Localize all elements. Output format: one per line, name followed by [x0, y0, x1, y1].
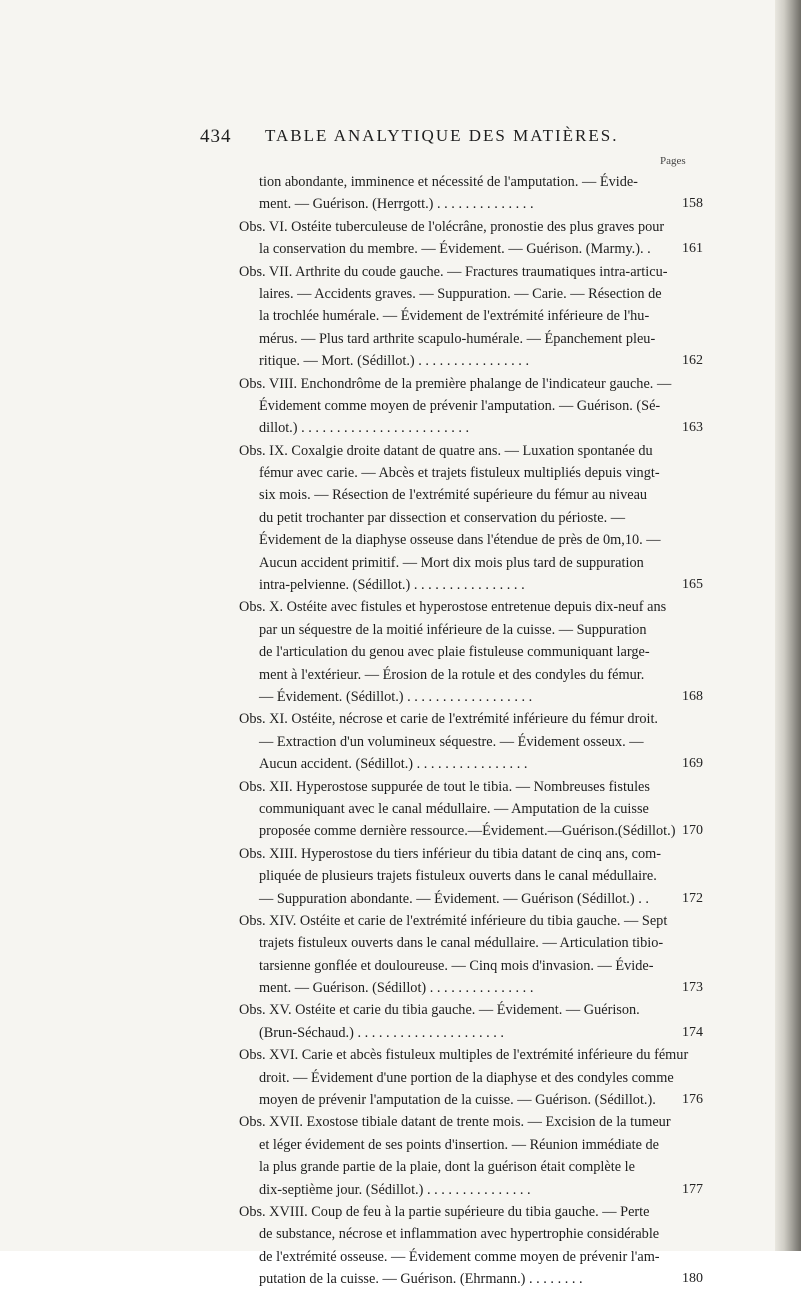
- entry-line: — Extraction d'un volumineux séquestre. — Évidement osseux. —: [259, 733, 644, 750]
- entry-line: laires. — Accidents graves. — Suppuration. — Carie. — Résection de: [259, 285, 662, 302]
- running-title: TABLE ANALYTIQUE DES MATIÈRES.: [265, 126, 619, 145]
- entry-line: la trochlée humérale. — Évidement de l'extrémité inférieure de l'hu-: [259, 308, 650, 325]
- entry-line: ritique. — Mort. (Sédillot.) . . . . . . . . . . . . . . . .: [259, 353, 530, 370]
- entry-line: moyen de prévenir l'amputation de la cuisse. — Guérison. (Sédillot.).: [259, 1092, 656, 1109]
- page-edge-shadow: [775, 0, 801, 1251]
- entry-line: Obs. XIV. Ostéite et carie de l'extrémité inférieure du tibia gauche. — Sept: [239, 912, 668, 929]
- toc-entry: [239, 373, 703, 440]
- entry-line: trajets fistuleux ouverts dans le canal médullaire. — Articulation tibio-: [259, 935, 664, 952]
- page-reference: 158: [682, 196, 703, 212]
- entry-line: et léger évidement de ses points d'insertion. — Réunion immédiate de: [259, 1136, 660, 1153]
- entry-line: dillot.) . . . . . . . . . . . . . . . . . . . . . . . .: [259, 420, 470, 437]
- entry-line: intra-pelvienne. (Sédillot.) . . . . . . . . . . . . . . . .: [259, 577, 525, 594]
- toc-entry: [239, 1201, 703, 1291]
- toc-entry: [239, 440, 703, 597]
- entry-line: droit. — Évidement d'une portion de la diaphyse et des condyles comme: [259, 1069, 674, 1086]
- entry-line: Obs. X. Ostéite avec fistules et hyperostose entretenue depuis dix-neuf ans: [239, 599, 667, 616]
- entry-line: de substance, nécrose et inflammation avec hypertrophie considérable: [259, 1226, 660, 1243]
- page-reference: 180: [682, 1271, 703, 1287]
- entry-line: — Évidement. (Sédillot.) . . . . . . . . . . . . . . . . . .: [259, 688, 533, 705]
- entry-line: Obs. VIII. Enchondrôme de la première phalange de l'indicateur gauche. —: [239, 375, 672, 392]
- entry-line: tion abondante, imminence et nécessité de l'amputation. — Évide-: [259, 174, 638, 190]
- entry-line: ment. — Guérison. (Herrgott.) . . . . . . . . . . . . . .: [259, 196, 534, 213]
- toc-entry: [239, 843, 703, 910]
- entry-line: — Suppuration abondante. — Évidement. — Guérison (Sédillot.) . .: [259, 890, 649, 907]
- entries-list: [239, 171, 703, 1291]
- page-header: [200, 126, 740, 150]
- toc-entry: [239, 261, 703, 373]
- page-reference: 177: [682, 1181, 703, 1197]
- entry-line: Obs. XVIII. Coup de feu à la partie supérieure du tibia gauche. — Perte: [239, 1203, 650, 1220]
- toc-entry: [239, 596, 703, 708]
- entry-line: putation de la cuisse. — Guérison. (Ehrmann.) . . . . . . . .: [259, 1271, 583, 1288]
- entry-line: par un séquestre de la moitié inférieure de la cuisse. — Suppuration: [259, 621, 647, 638]
- entry-line: Aucun accident primitif. — Mort dix mois plus tard de suppuration: [259, 554, 644, 571]
- page-reference: 176: [682, 1092, 703, 1108]
- toc-entry: [239, 776, 703, 843]
- entry-line: mérus. — Plus tard arthrite scapulo-humérale. — Épanchement pleu-: [259, 330, 656, 347]
- toc-entry: [239, 216, 703, 261]
- entry-line: fémur avec carie. — Abcès et trajets fistuleux multipliés depuis vingt-: [259, 465, 660, 482]
- entry-line: Obs. IX. Coxalgie droite datant de quatre ans. — Luxation spontanée du: [239, 442, 653, 459]
- entry-line: ment. — Guérison. (Sédillot) . . . . . . . . . . . . . . .: [259, 980, 534, 997]
- toc-entry: [239, 1111, 703, 1201]
- entry-line: Évidement comme moyen de prévenir l'amputation. — Guérison. (Sé-: [259, 397, 661, 414]
- entry-line: Obs. XIII. Hyperostose du tiers inférieur du tibia datant de cinq ans, com-: [239, 845, 662, 862]
- entry-line: ment à l'extérieur. — Érosion de la rotule et des condyles du fémur.: [259, 666, 645, 683]
- entry-line: Obs. VI. Ostéite tuberculeuse de l'olécrâne, pronostie des plus graves pour: [239, 218, 665, 235]
- toc-entry: [239, 1044, 703, 1111]
- page-reference: 165: [682, 577, 703, 593]
- toc-entry: [239, 708, 703, 775]
- page-reference: 174: [682, 1024, 703, 1040]
- toc-entry: [239, 999, 703, 1044]
- page-reference: 168: [682, 689, 703, 705]
- entry-line: du petit trochanter par dissection et conservation du périoste. —: [259, 509, 626, 526]
- page-reference: 161: [682, 241, 703, 257]
- entry-line: six mois. — Résection de l'extrémité supérieure du fémur au niveau: [259, 487, 648, 504]
- page-reference: 162: [682, 353, 703, 369]
- entry-line: Obs. XI. Ostéite, nécrose et carie de l'extrémité inférieure du fémur droit.: [239, 711, 659, 728]
- entry-line: communiquant avec le canal médullaire. — Amputation de la cuisse: [259, 800, 649, 817]
- entry-line: pliquée de plusieurs trajets fistuleux ouverts dans le canal médullaire.: [259, 868, 657, 885]
- entry-line: (Brun-Séchaud.) . . . . . . . . . . . . . . . . . . . . .: [259, 1024, 505, 1041]
- toc-entry: [239, 171, 703, 216]
- page-reference: 170: [682, 823, 703, 839]
- entry-line: Obs. VII. Arthrite du coude gauche. — Fractures traumatiques intra-articu-: [239, 263, 668, 280]
- entry-line: Obs. XVI. Carie et abcès fistuleux multiples de l'extrémité inférieure du fémur: [239, 1047, 689, 1064]
- page-reference: 172: [682, 890, 703, 906]
- entry-line: proposée comme dernière ressource.—Évidement.—Guérison.(Sédillot.): [259, 823, 676, 840]
- entry-line: Aucun accident. (Sédillot.) . . . . . . . . . . . . . . . .: [259, 756, 528, 773]
- pages-column-label: Pages: [660, 155, 686, 167]
- entry-line: de l'articulation du genou avec plaie fistuleuse communiquant large-: [259, 644, 650, 661]
- entry-line: tarsienne gonflée et douloureuse. — Cinq mois d'invasion. — Évide-: [259, 957, 654, 974]
- entry-line: de l'extrémité osseuse. — Évidement comme moyen de prévenir l'am-: [259, 1248, 660, 1265]
- entry-line: Obs. XII. Hyperostose suppurée de tout le tibia. — Nombreuses fistules: [239, 778, 650, 795]
- entry-line: Évidement de la diaphyse osseuse dans l'étendue de près de 0m,10. —: [259, 532, 661, 549]
- entry-line: Obs. XV. Ostéite et carie du tibia gauche. — Évidement. — Guérison.: [239, 1002, 640, 1019]
- toc-entry: [239, 910, 703, 1000]
- entry-line: la plus grande partie de la plaie, dont la guérison était complète le: [259, 1159, 635, 1176]
- entry-line: Obs. XVII. Exostose tibiale datant de trente mois. — Excision de la tumeur: [239, 1114, 671, 1131]
- entry-line: la conservation du membre. — Évidement. — Guérison. (Marmy.). .: [259, 241, 651, 258]
- page-reference: 173: [682, 980, 703, 996]
- page-reference: 169: [682, 756, 703, 772]
- page-number: 434: [200, 126, 232, 147]
- page-reference: 163: [682, 420, 703, 436]
- entry-line: dix-septième jour. (Sédillot.) . . . . . . . . . . . . . . .: [259, 1181, 531, 1198]
